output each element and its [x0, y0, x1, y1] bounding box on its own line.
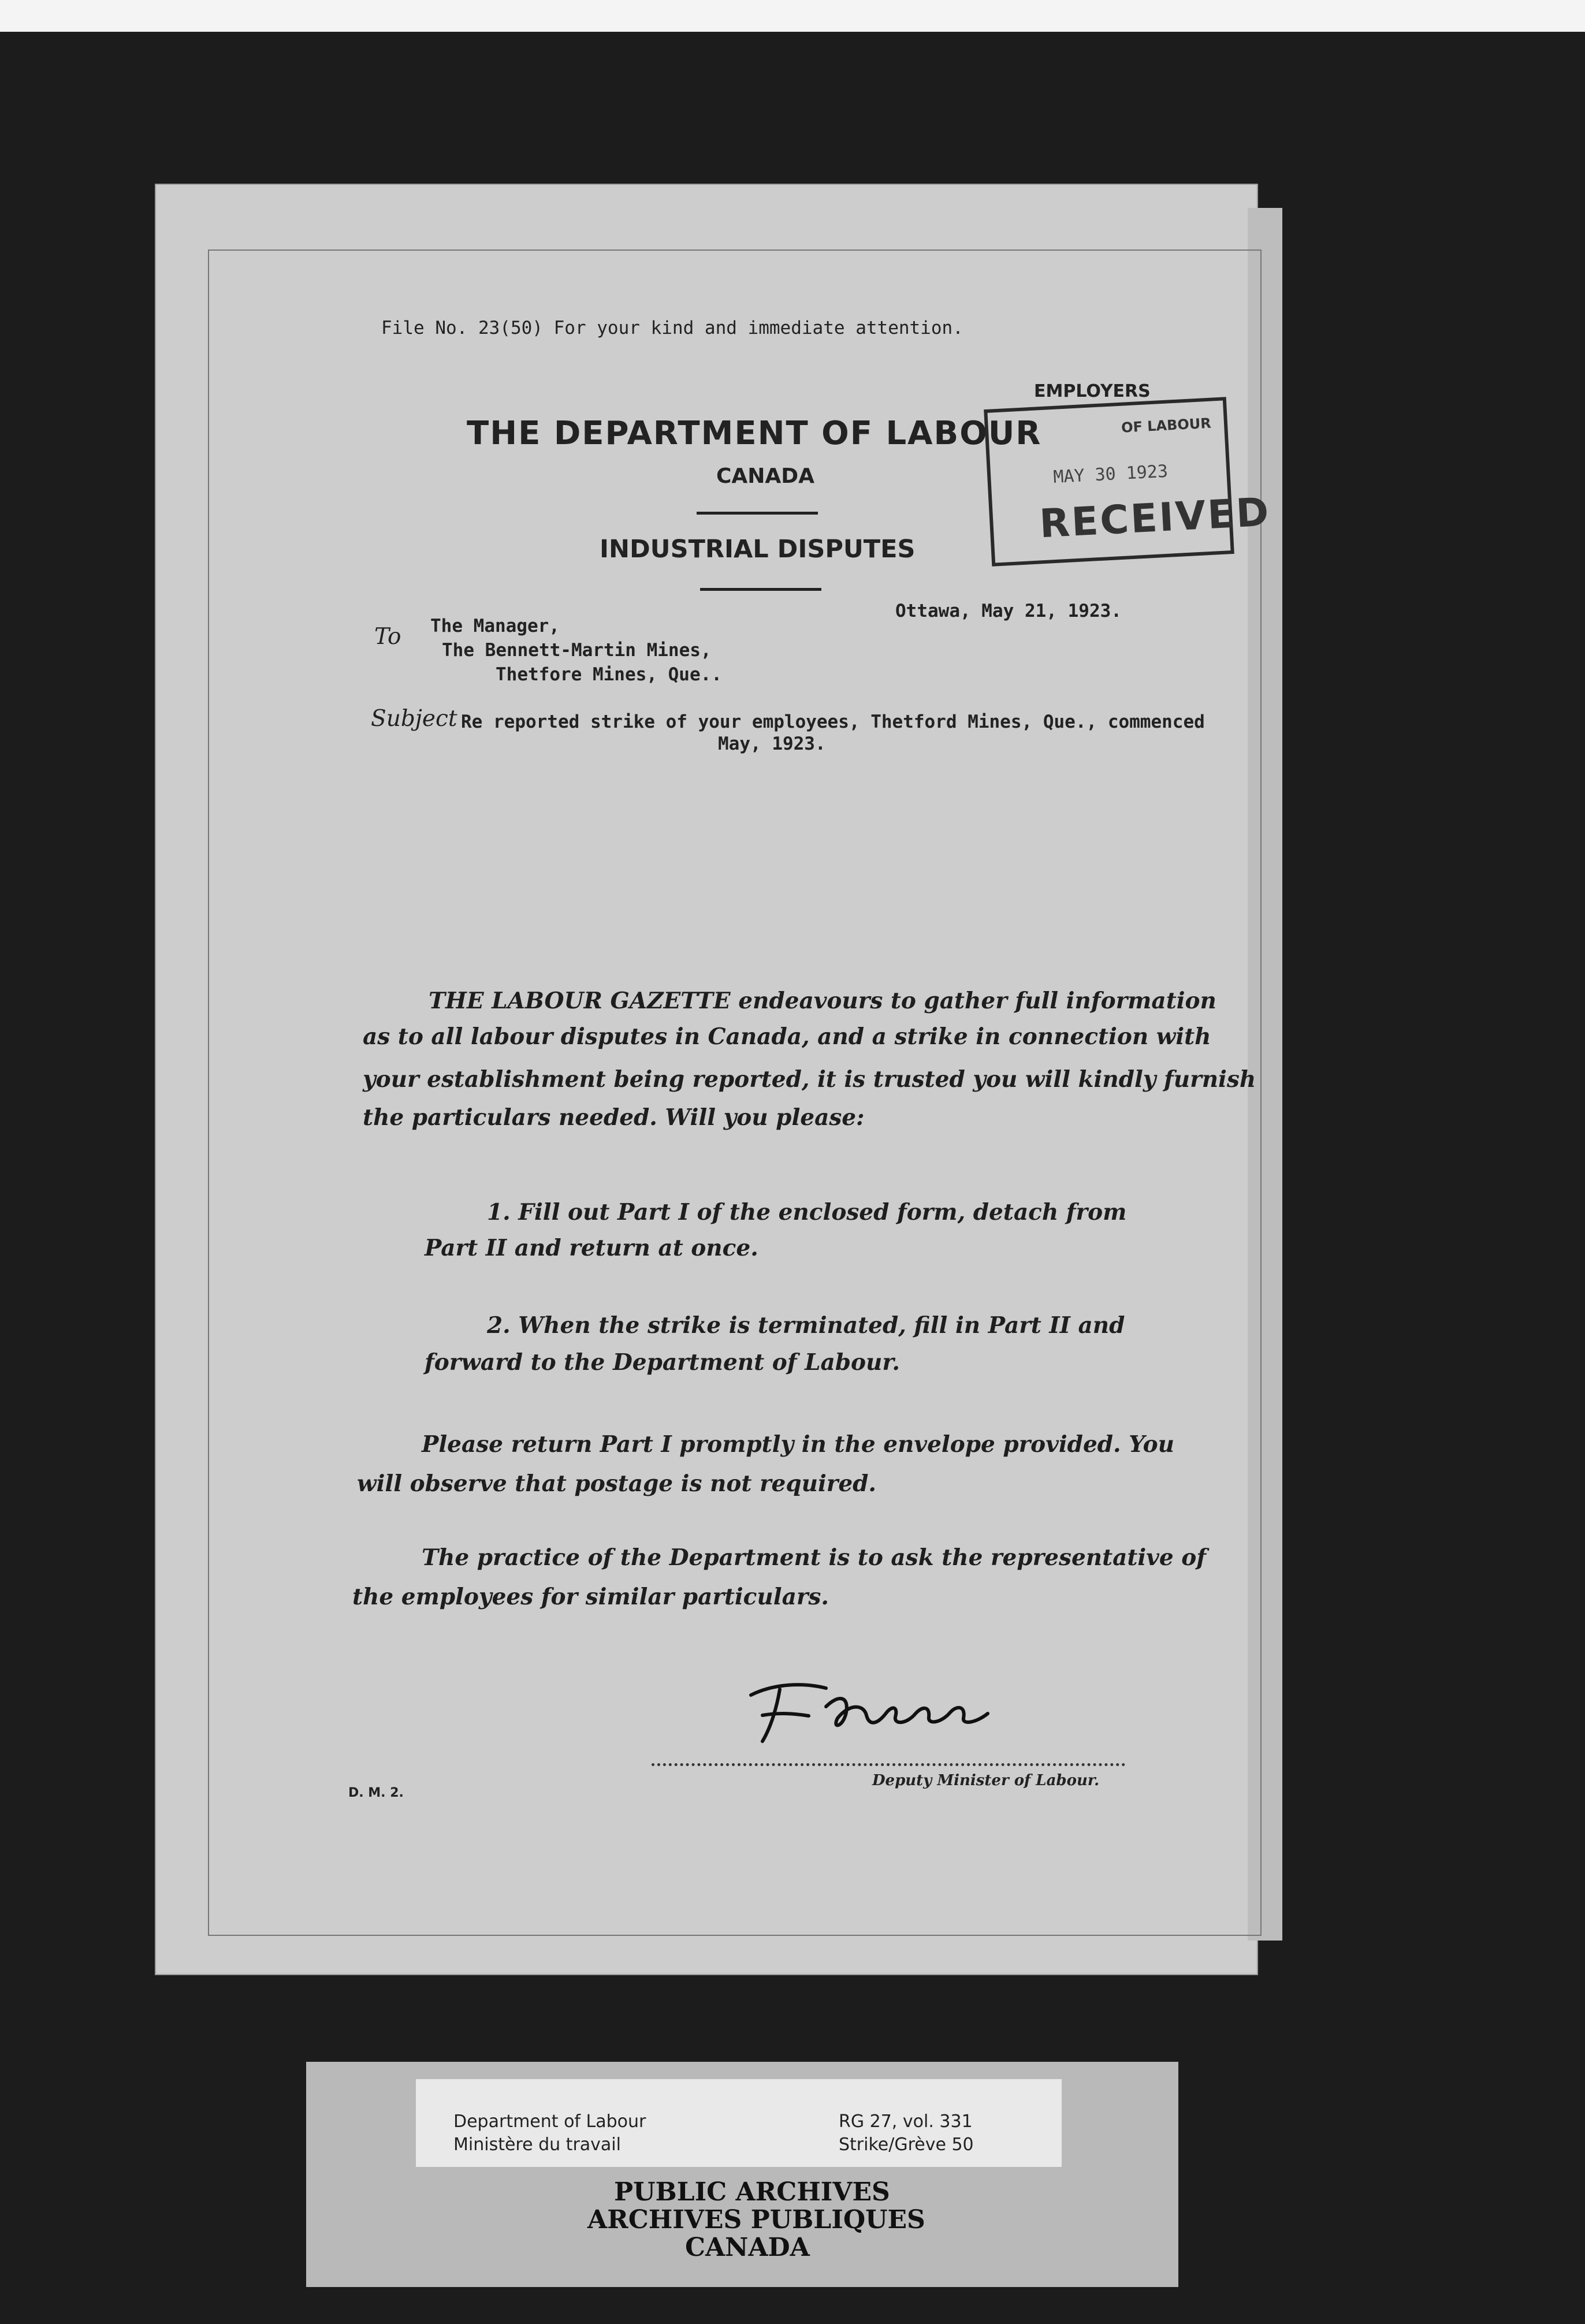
scan-top-strip [0, 0, 1585, 32]
address-line: Thetfore Mines, Que.. [496, 664, 722, 685]
section-title: INDUSTRIAL DISPUTES [600, 535, 916, 564]
instruction-item: forward to the Department of Labour. [425, 1349, 900, 1376]
archives-title-en: PUBLIC ARCHIVES [614, 2177, 890, 2207]
body-line: THE LABOUR GAZETTE endeavours to gather full information [429, 988, 1216, 1014]
body-line: The practice of the Department is to ask the representative of [422, 1544, 1207, 1571]
body-line: your establishment being reported, it is trusted you will kindly furnish [363, 1066, 1256, 1093]
subject-label: Subject [371, 706, 457, 732]
body-line: will observe that postage is not required. [357, 1470, 876, 1497]
stamp-text: OF LABOUR [1121, 415, 1212, 436]
archives-title-fr: ARCHIVES PUBLIQUES [587, 2205, 925, 2234]
to-label: To [374, 624, 401, 650]
archive-file-ref: Strike/Grève 50 [839, 2135, 974, 2155]
country-heading: CANADA [716, 464, 815, 488]
instruction-item: 1. Fill out Part I of the enclosed form, detach from [487, 1199, 1127, 1226]
instruction-item: Part II and return at once. [425, 1235, 758, 1261]
stamp-received: RECEIVED [1038, 489, 1272, 548]
body-line: Please return Part I promptly in the envelope provided. You [422, 1431, 1174, 1458]
body-line: the employees for similar particulars. [352, 1584, 829, 1610]
section-rule [700, 588, 821, 591]
address-line: The Manager, [430, 616, 560, 636]
received-stamp [984, 397, 1272, 567]
handwritten-signature [739, 1672, 1011, 1747]
date-line: Ottawa, May 21, 1923. [895, 601, 1122, 621]
file-number: File No. 23(50) For your kind and immediate attention. [381, 318, 963, 338]
archive-dept-fr: Ministère du travail [453, 2135, 621, 2155]
form-code: D. M. 2. [348, 1786, 404, 1800]
subject-text: May, 1923. [718, 733, 826, 754]
archive-record-group: RG 27, vol. 331 [839, 2111, 973, 2132]
archives-country: CANADA [685, 2233, 810, 2262]
heading-rule [697, 512, 818, 515]
body-line: the particulars needed. Will you please: [363, 1104, 865, 1131]
signatory-title: Deputy Minister of Labour. [872, 1772, 1100, 1789]
employers-tag: EMPLOYERS [1034, 381, 1151, 401]
address-line: The Bennett-Martin Mines, [442, 640, 712, 661]
archive-dept-en: Department of Labour [453, 2111, 646, 2132]
subject-text: Re reported strike of your employees, Thetford Mines, Que., commenced [461, 712, 1205, 732]
stamp-date: MAY 30 1923 [1052, 461, 1169, 488]
body-line: as to all labour disputes in Canada, and a strike in connection with [363, 1023, 1211, 1050]
instruction-item: 2. When the strike is terminated, fill in Part II and [487, 1312, 1125, 1339]
department-title: THE DEPARTMENT OF LABOUR [467, 415, 1042, 452]
signature-line [652, 1763, 1125, 1766]
